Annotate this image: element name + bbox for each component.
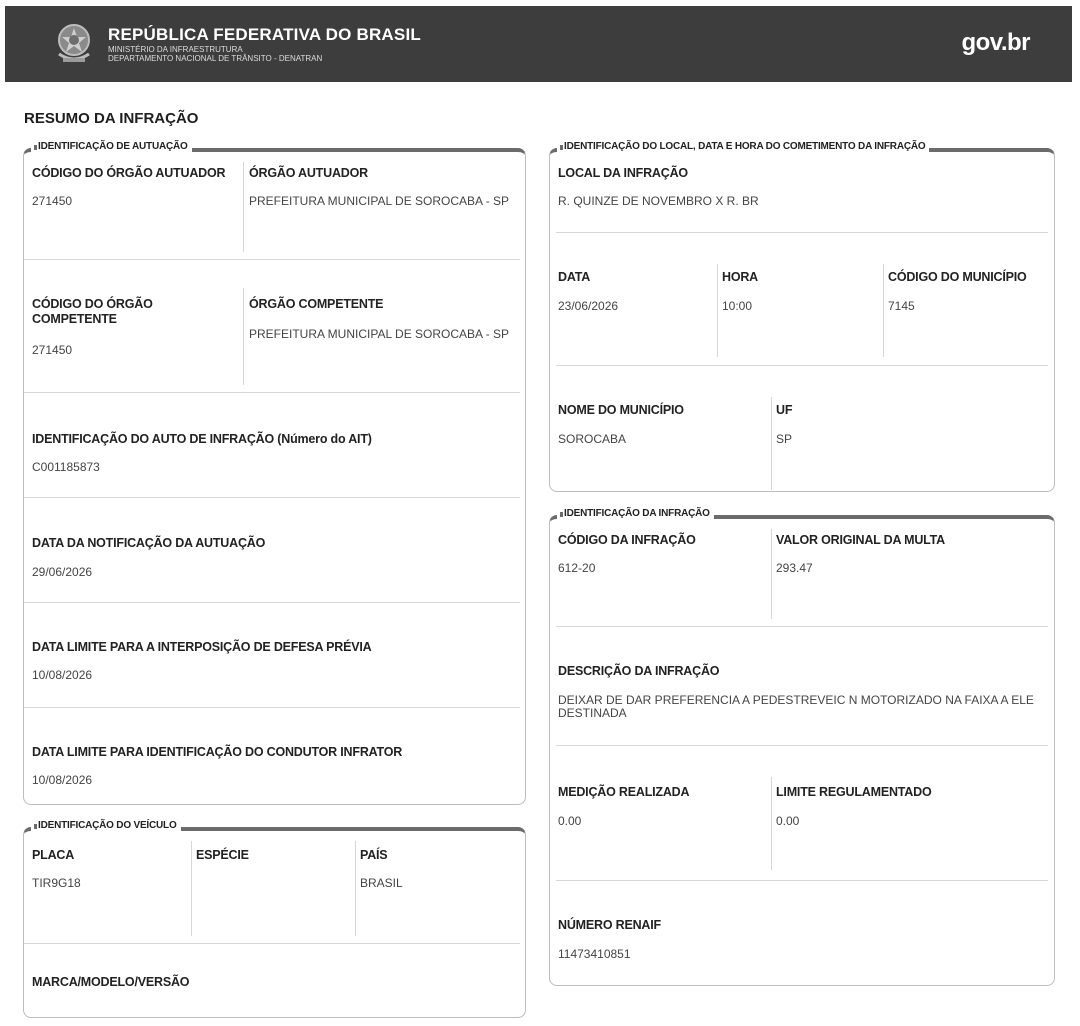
codigo-orgao-autuador-label: CÓDIGO DO ÓRGÃO AUTUADOR <box>32 166 226 180</box>
column-divider <box>717 264 718 357</box>
orgao-autuador-label: ÓRGÃO AUTUADOR <box>249 166 368 180</box>
hora-value: 10:00 <box>722 299 753 313</box>
data-label: DATA <box>558 270 591 284</box>
row-divider <box>24 602 520 603</box>
panel-local <box>549 141 1055 492</box>
gov-header <box>5 6 1072 82</box>
codigo-infracao-label: CÓDIGO DA INFRAÇÃO <box>558 533 696 547</box>
valor-multa-label: VALOR ORIGINAL DA MULTA <box>776 533 945 547</box>
row-divider <box>556 880 1048 881</box>
panel-legend: IDENTIFICAÇÃO DO VEÍCULO <box>31 820 181 831</box>
column-divider <box>191 841 192 936</box>
limite-regulamentado-value: 0.00 <box>776 814 800 828</box>
especie-label: ESPÉCIE <box>196 848 249 862</box>
data-condutor-label: DATA LIMITE PARA IDENTIFICAÇÃO DO CONDUTOR INFRATOR <box>32 745 403 759</box>
column-divider <box>243 162 244 252</box>
row-divider <box>24 497 520 498</box>
local-infracao-label: LOCAL DA INFRAÇÃO <box>558 166 688 180</box>
numero-renaif-value: 11473410851 <box>558 947 631 961</box>
numero-renaif-label: NÚMERO RENAIF <box>558 918 661 932</box>
panel-legend: IDENTIFICAÇÃO DE AUTUAÇÃO <box>31 141 192 152</box>
data-notificacao-label: DATA DA NOTIFICAÇÃO DA AUTUAÇÃO <box>32 536 266 550</box>
ait-label: IDENTIFICAÇÃO DO AUTO DE INFRAÇÃO (Número do AIT) <box>32 432 372 446</box>
header-subtitle-denatran: DEPARTAMENTO NACIONAL DE TRÂNSITO - DENATRAN <box>108 54 323 63</box>
row-divider <box>556 626 1048 627</box>
codigo-orgao-autuador-value: 271450 <box>32 194 73 208</box>
descricao-infracao-label: DESCRIÇÃO DA INFRAÇÃO <box>558 664 720 678</box>
placa-value: TIR9G18 <box>32 876 81 890</box>
limite-regulamentado-label: LIMITE REGULAMENTADO <box>776 785 932 799</box>
codigo-municipio-label: CÓDIGO DO MUNICÍPIO <box>888 270 1027 284</box>
header-title: REPÚBLICA FEDERATIVA DO BRASIL <box>108 25 421 44</box>
row-divider <box>24 707 520 708</box>
orgao-competente-value: PREFEITURA MUNICIPAL DE SOROCABA - SP <box>249 327 510 341</box>
row-divider <box>24 392 520 393</box>
column-divider <box>771 397 772 490</box>
panel-legend: IDENTIFICAÇÃO DA INFRAÇÃO <box>557 508 714 519</box>
uf-value: SP <box>776 432 793 446</box>
row-divider <box>24 943 520 944</box>
descricao-infracao-value: DEIXAR DE DAR PREFERENCIA A PEDESTREVEIC N MOTORIZADO NA FAIXA A ELE DESTINADA <box>558 693 1034 720</box>
local-infracao-value: R. QUINZE DE NOVEMBRO X R. BR <box>558 194 759 208</box>
panel-infracao <box>549 508 1055 986</box>
medicao-realizada-label: MEDIÇÃO REALIZADA <box>558 785 690 799</box>
codigo-municipio-value: 7145 <box>888 299 915 313</box>
pais-label: PAÍS <box>360 848 388 862</box>
pais-value: BRASIL <box>360 876 403 890</box>
ait-value: C001185873 <box>32 460 100 474</box>
codigo-infracao-value: 612-20 <box>558 561 596 575</box>
brasao-republica-icon <box>53 20 95 66</box>
row-divider <box>556 232 1048 233</box>
column-divider <box>243 288 244 385</box>
hora-label: HORA <box>722 270 759 284</box>
orgao-autuador-value: PREFEITURA MUNICIPAL DE SOROCABA - SP <box>249 194 510 208</box>
data-defesa-value: 10/08/2026 <box>32 668 93 682</box>
valor-multa-value: 293.47 <box>776 561 813 575</box>
data-defesa-label: DATA LIMITE PARA A INTERPOSIÇÃO DE DEFESA PRÉVIA <box>32 640 372 654</box>
data-value: 23/06/2026 <box>558 299 619 313</box>
row-divider <box>556 365 1048 366</box>
header-subtitle-ministerio: MINISTÉRIO DA INFRAESTRUTURA <box>108 45 243 54</box>
medicao-realizada-value: 0.00 <box>558 814 582 828</box>
uf-label: UF <box>776 403 793 417</box>
column-divider <box>883 264 884 357</box>
data-notificacao-value: 29/06/2026 <box>32 565 93 579</box>
column-divider <box>771 529 772 619</box>
page-title: RESUMO DA INFRAÇÃO <box>24 110 199 127</box>
codigo-orgao-competente-value: 271450 <box>32 343 73 357</box>
row-divider <box>24 259 520 260</box>
panel-veiculo <box>23 820 526 1018</box>
orgao-competente-label: ÓRGÃO COMPETENTE <box>249 297 384 311</box>
row-divider <box>556 745 1048 746</box>
header-text-block <box>108 26 421 63</box>
govbr-logo[interactable]: gov.br <box>961 29 1030 56</box>
panel-legend: IDENTIFICAÇÃO DO LOCAL, DATA E HORA DO COMETIMENTO DA INFRAÇÃO <box>557 141 929 152</box>
column-divider <box>355 841 356 936</box>
marca-modelo-label: MARCA/MODELO/VERSÃO <box>32 975 190 989</box>
nome-municipio-value: SOROCABA <box>558 432 627 446</box>
codigo-orgao-competente-label: CÓDIGO DO ÓRGÃO COMPETENTE <box>32 297 153 326</box>
column-divider <box>771 777 772 870</box>
nome-municipio-label: NOME DO MUNICÍPIO <box>558 403 684 417</box>
panel-autuacao <box>23 141 526 805</box>
placa-label: PLACA <box>32 848 75 862</box>
data-condutor-value: 10/08/2026 <box>32 773 93 787</box>
